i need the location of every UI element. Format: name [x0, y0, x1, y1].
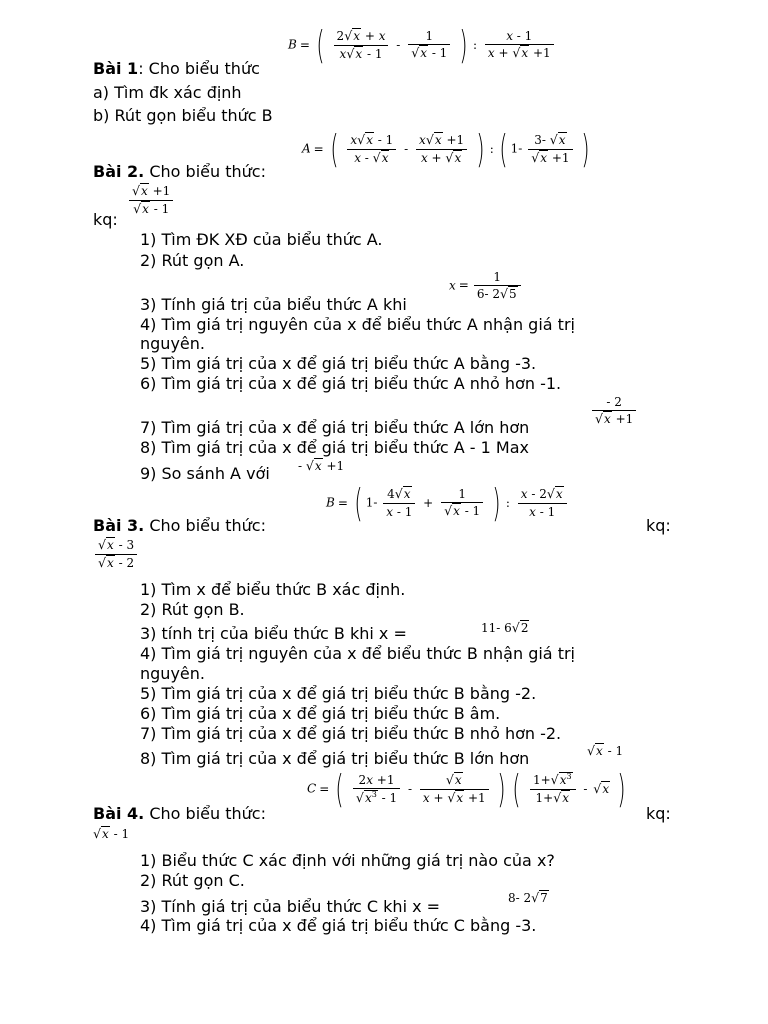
- bai4-item-2: 2) Rút gọn C.: [140, 871, 245, 890]
- formula-bai2-item7: $\frac{- 2}{√x +1}$: [590, 396, 638, 426]
- bai1-a: a) Tìm đk xác định: [93, 83, 242, 102]
- bai4-item-4: 4) Tìm giá trị của x để giá trị biểu thức C bằng -3.: [140, 916, 537, 935]
- formula-x-bai3: 11- 6√2: [481, 620, 529, 635]
- bai2-item-6: 6) Tìm giá trị của x để giá trị biểu thức A nhỏ hơn -1.: [140, 374, 562, 393]
- bai2-item-4: 4) Tìm giá trị nguyên của x để biểu thức A nhận giá trị: [140, 315, 575, 334]
- bai3-item-1: 1) Tìm x để biểu thức B xác định.: [140, 580, 406, 599]
- bai4-line: [93, 804, 266, 823]
- bai3-item-7: 7) Tìm giá trị của x để giá trị biểu thức B nhỏ hơn -2.: [140, 724, 562, 743]
- bai1-b: b) Rút gọn biểu thức B: [93, 106, 273, 125]
- bai3-item-8: 8) Tìm giá trị của x để giá trị biểu thức B lớn hơn: [140, 749, 530, 768]
- bai3-line: [93, 516, 266, 535]
- bai2-item-3: 3) Tính giá trị của biểu thức A khi: [140, 295, 407, 314]
- kq-bai3-fraction: $\frac{√x - 3}{√x - 2}$: [93, 539, 139, 569]
- formula-b3: B = ( 1- $\frac{4√x}{x - 1}$ + $\frac{1}{√x - 1}$ ) : $\frac{x - 2√x}{x - 1}$: [326, 484, 569, 522]
- bai4-intro: Cho biểu thức:: [144, 804, 266, 823]
- bai2-item-4-cont: nguyên.: [140, 334, 205, 353]
- bai2-item-2: 2) Rút gọn A.: [140, 251, 245, 270]
- bai4-item-3: 3) Tính giá trị của biểu thức C khi x =: [140, 897, 441, 916]
- bai3-item-4: 4) Tìm giá trị nguyên của x để biểu thức B nhận giá trị: [140, 644, 575, 663]
- bai1-title: Bài 1: [93, 59, 139, 78]
- bai2-item-9: 9) So sánh A với: [140, 464, 270, 483]
- bai4-title: Bài 4.: [93, 804, 145, 823]
- formula-a2: A = ( $\frac{x√x - 1}{x - √x}$ - $\frac{x√x +1}{x + √x}$ ) : ( 1- $\frac{3- √x}{√x +1}$ ): [302, 127, 590, 171]
- bai2-kq: kq:: [93, 210, 118, 229]
- kq-bai4-value: √x - 1: [93, 826, 130, 841]
- bai3-item-6: 6) Tìm giá trị của x để giá trị biểu thức B âm.: [140, 704, 501, 723]
- bai2-item-1: 1) Tìm ĐK XĐ của biểu thức A.: [140, 230, 383, 249]
- bai3-item-3: 3) tính trị của biểu thức B khi x =: [140, 624, 407, 643]
- bai1-line: [93, 59, 260, 78]
- bai4-kq: kq:: [646, 804, 671, 823]
- formula-c4: C = ( $\frac{2x +1}{√x^3 - 1}$ - $\frac{√x}{x + √x +1}$ ) ( $\frac{1+√x^3}{1+√x}$ - √x ): [307, 767, 626, 811]
- bai3-item-4-cont: nguyên.: [140, 664, 205, 683]
- bai3-intro: Cho biểu thức:: [144, 516, 266, 535]
- bai2-item-5: 5) Tìm giá trị của x để giá trị biểu thức A bằng -3.: [140, 354, 537, 373]
- bai2-line: [93, 162, 266, 181]
- bai2-intro: Cho biểu thức:: [144, 162, 266, 181]
- bai2-item-8: 8) Tìm giá trị của x để giá trị biểu thức A - 1 Max: [140, 438, 529, 457]
- formula-x-bai2: x = $\frac{1}{6- 2√5}$: [449, 271, 523, 301]
- bai3-item-5: 5) Tìm giá trị của x để giá trị biểu thức B bằng -2.: [140, 684, 537, 703]
- bai3-kq: kq:: [646, 516, 671, 535]
- formula-bai3-item8: √x - 1: [587, 743, 624, 758]
- bai3-title: Bài 3.: [93, 516, 145, 535]
- bai2-title: Bài 2.: [93, 162, 145, 181]
- bai2-item-7: 7) Tìm giá trị của x để giá trị biểu thức A lớn hơn: [140, 418, 530, 437]
- kq-bai2-fraction: $\frac{√x +1}{√x - 1}$: [127, 185, 175, 215]
- formula-b1: B = ( $\frac{2√x + x}{x√x - 1}$ - $\frac{1}{√x - 1}$ ) : $\frac{x - 1}{x + √x +1}$: [288, 26, 556, 64]
- formula-bai2-item9: - √x +1: [298, 458, 345, 473]
- formula-x-bai4: 8- 2√7: [508, 890, 548, 905]
- bai1-intro: : Cho biểu thức: [138, 59, 260, 78]
- bai3-item-2: 2) Rút gọn B.: [140, 600, 245, 619]
- bai4-item-1: 1) Biểu thức C xác định với những giá trị nào của x?: [140, 851, 555, 870]
